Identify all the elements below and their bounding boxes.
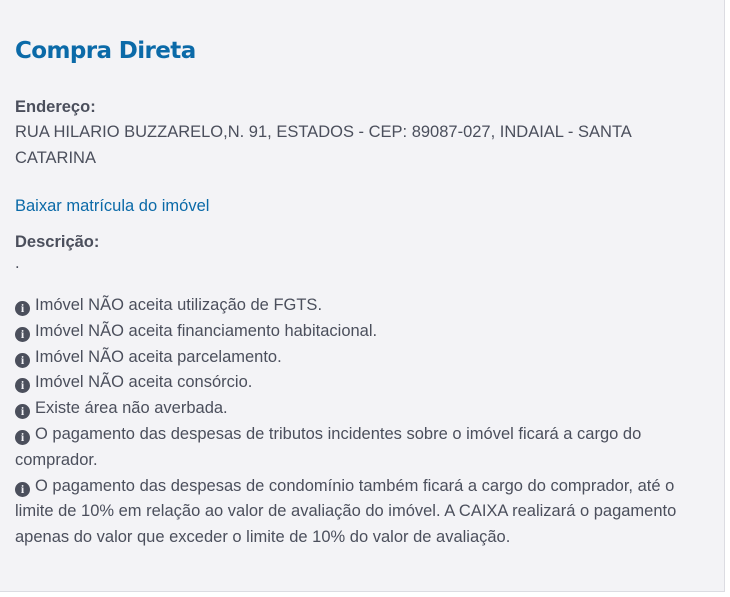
list-item: [15, 370, 710, 396]
info-circle-icon: i: [15, 430, 30, 445]
property-notes-list: [15, 293, 710, 551]
page-title: Compra Direta: [15, 38, 196, 64]
description-label: Descrição:: [15, 233, 100, 251]
note-text: O pagamento das despesas de tributos incidentes sobre o imóvel ficará a cargo do comprador.: [15, 424, 642, 469]
list-item: [15, 293, 710, 319]
info-circle-icon: i: [15, 378, 30, 393]
list-item: [15, 345, 710, 371]
address-label: Endereço:: [15, 98, 96, 116]
download-registration-link[interactable]: Baixar matrícula do imóvel: [15, 197, 210, 215]
list-item: [15, 396, 710, 422]
note-text: Imóvel NÃO aceita consórcio.: [35, 373, 253, 392]
description-value: .: [15, 254, 20, 272]
note-text: O pagamento das despesas de condomínio também ficará a cargo do comprador, até o limite de 10% em relação ao valor de avaliação do imóvel. A CAIXA realizará o pagamento apenas do valor que exceder o limite de 10% do valor de avaliação.: [15, 476, 677, 547]
list-item: [15, 422, 710, 474]
address-value: RUA HILARIO BUZZARELO,N. 91, ESTADOS - CEP: 89087-027, INDAIAL - SANTA CATARINA: [15, 123, 631, 167]
list-item: [15, 319, 710, 345]
list-item: [15, 474, 710, 551]
note-text: Existe área não averbada.: [35, 399, 228, 418]
info-circle-icon: i: [15, 301, 30, 316]
info-circle-icon: i: [15, 327, 30, 342]
note-text: Imóvel NÃO aceita parcelamento.: [35, 347, 282, 366]
info-circle-icon: i: [15, 482, 30, 497]
note-text: Imóvel NÃO aceita utilização de FGTS.: [35, 296, 323, 314]
info-circle-icon: i: [15, 353, 30, 368]
note-text: Imóvel NÃO aceita financiamento habitacional.: [35, 321, 378, 340]
info-circle-icon: i: [15, 404, 30, 419]
